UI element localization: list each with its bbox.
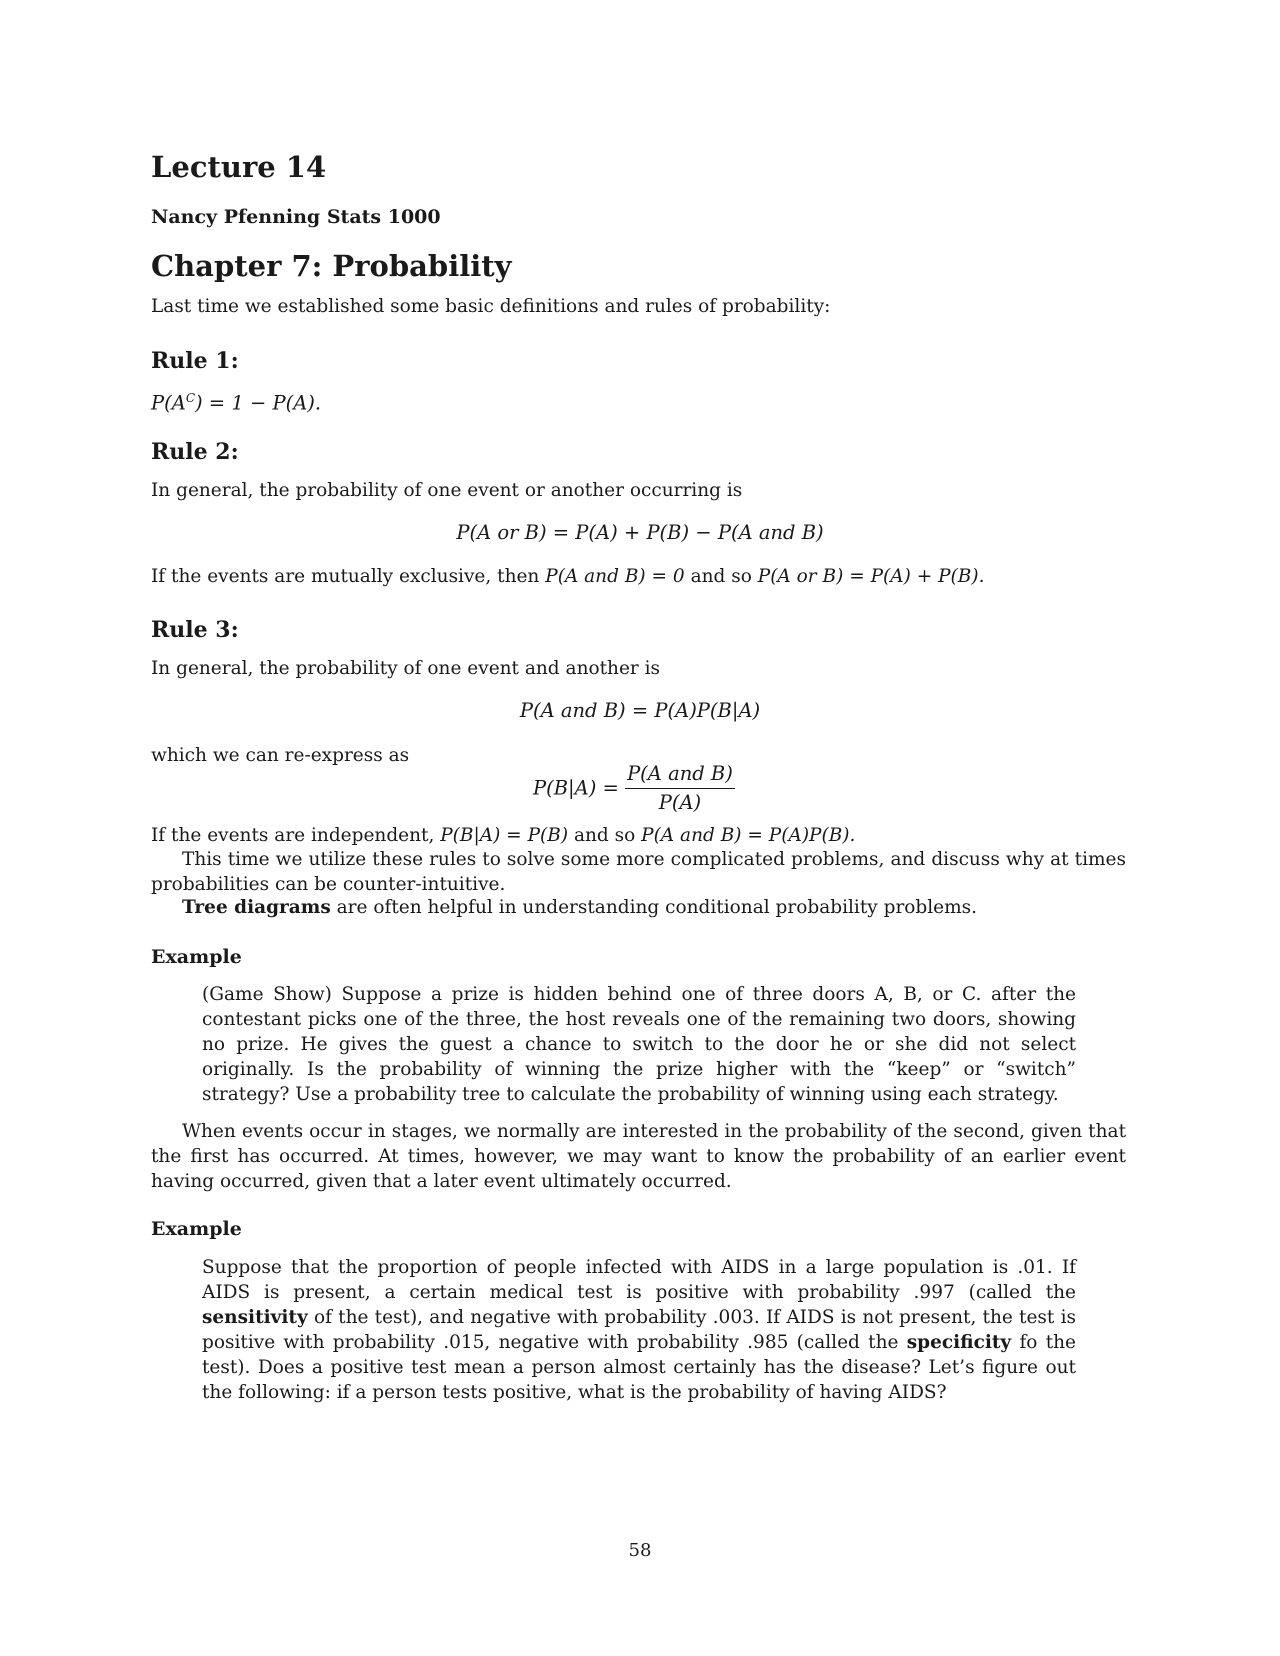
rule-2-note-prefix: If the events are mutually exclusive, then [151,566,540,587]
conditional-probability-fraction [533,762,735,814]
rule-1-heading: Rule 1: [151,348,239,374]
rule-2-text: In general, the probability of one event or another occurring is [151,480,743,501]
example-2-text [202,1255,1076,1405]
example-2-text-3: fo the test). Does a positive test mean a person almost certainly has the disease? Let’s figure out the following: if a person tests positive, what is the probability of having AIDS? [202,1332,1077,1403]
stages-paragraph: When events occur in stages, we normally are interested in the probability of the second, given that the first has occurred. At times, however, we may want to know the probability of an earlier event having occurred, given that a later event ultimately occurred. [151,1121,1126,1192]
example-1-text: (Game Show) Suppose a prize is hidden behind one of three doors A, B, or C. after the contestant picks one of the three, the host reveals one of the remaining two doors, showing no prize. He gives the guest a chance to switch to the door he or she did not select originally. Is the probability of winning the prize higher with the “keep” or “switch” strategy? Use a probability tree to calculate the probability of winning using each strategy. [202,984,1076,1105]
sensitivity-term: sensitivity [202,1307,308,1328]
lecture-title: Lecture 14 [151,150,327,184]
rule-2-note-mid: and so [690,566,752,587]
rule-2-note-eq2: P(A or B) = P(A) + P(B). [757,566,985,587]
rule-2-display-equation: P(A or B) = P(A) + P(B) − P(A and B) [456,521,824,544]
rule-1-formula-a: P(A [151,391,186,415]
rule-3-text: In general, the probability of one event and another is [151,658,661,679]
rule-3-independence-note [151,823,1126,848]
author-line: Nancy Pfenning Stats 1000 [151,206,441,228]
tree-diagrams-term: Tree diagrams [182,897,331,918]
rule-2-note [151,564,1126,589]
rule-3-display-equation: P(A and B) = P(A)P(B|A) [519,699,761,722]
intro-paragraph: Last time we established some basic definitions and rules of probability: [151,296,831,317]
rule-2-note-eq1: P(A and B) = 0 [545,566,685,587]
indep-eq1: P(B|A) = P(B) [440,825,569,846]
this-time-paragraph: This time we utilize these rules to solve some more complicated problems, and discuss why at times probabilities can be counter-intuitive. [151,849,1126,895]
rule-3-heading: Rule 3: [151,617,239,643]
specificity-term: specificity [906,1332,1012,1353]
rule-1-formula-sup: C [185,391,195,405]
fraction-lhs: P(B|A) = [533,776,619,800]
tree-diagrams-paragraph [151,895,1126,920]
fraction-numerator: P(A and B) [625,762,735,789]
fraction [625,762,735,814]
tree-diagrams-rest: are often helpful in understanding conditional probability problems. [330,897,978,918]
rule-2-heading: Rule 2: [151,439,239,465]
example-2-text-2: of the test), and negative with probability .003. If AIDS is not present, the test is positive with probability .015, negative with probability .985 (called the [202,1307,1076,1353]
indep-prefix: If the events are independent, [151,825,435,846]
rule-1-formula [151,386,1126,416]
indep-mid: and so [573,825,636,846]
page-number: 58 [628,1540,652,1561]
fraction-denominator: P(A) [658,791,702,814]
example-2-text-1: Suppose that the proportion of people infected with AIDS in a large population is .01. If AIDS is present, a certain medical test is positive with probability .997 (called the [202,1257,1076,1303]
rule-1-formula-b: ) = 1 − P(A). [195,391,322,415]
example-1-heading: Example [151,946,242,968]
indep-eq2: P(A and B) = P(A)P(B). [641,825,856,846]
rule-3-reexpress: which we can re-express as [151,745,410,766]
chapter-title: Chapter 7: Probability [151,249,512,283]
example-2-heading: Example [151,1218,242,1240]
